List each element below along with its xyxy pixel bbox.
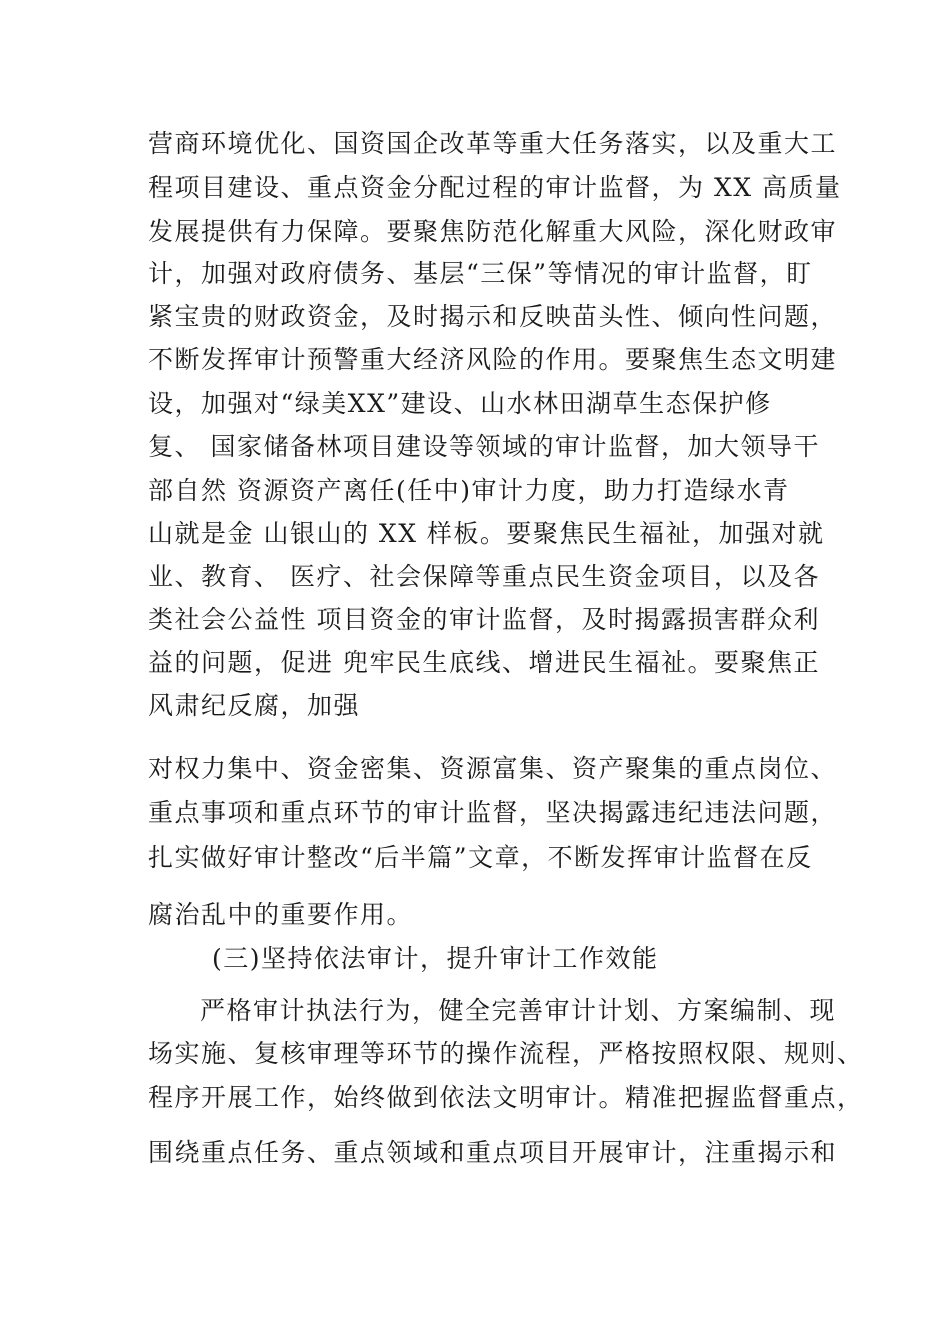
text-line: 腐治乱中的重要作用。	[148, 900, 414, 929]
text-line: 类社会公益性 项目资金的审计监督，及时揭露损害群众利	[148, 605, 820, 634]
text-line: 益的问题，促进 兜牢民生底线、增进民生福祉。要聚焦正	[148, 648, 820, 677]
text-line: 围绕重点任务、重点领域和重点项目开展审计，注重揭示和	[148, 1138, 838, 1167]
text-line: 场实施、复核审理等环节的操作流程，严格按照权限、规则、	[148, 1039, 864, 1068]
text-line: 计，加强对政府债务、基层“三保”等情况的审计监督，盯	[148, 259, 813, 288]
text-line: 对权力集中、资金密集、资源富集、资产聚集的重点岗位、	[148, 754, 838, 783]
text-line: 不断发挥审计预警重大经济风险的作用。要聚焦生态文明建	[148, 345, 838, 374]
text-line: 程序开展工作，始终做到依法文明审计。精准把握监督重点，	[148, 1083, 864, 1112]
section-heading: (三)坚持依法审计，提升审计工作效能	[212, 944, 659, 973]
text-line: 业、教育、 医疗、社会保障等重点民生资金项目，以及各	[148, 562, 820, 591]
text-line: 扎实做好审计整改“后半篇”文章，不断发挥审计监督在反	[148, 843, 813, 872]
text-line: 营商环境优化、国资国企改革等重大任务落实，以及重大工	[148, 129, 838, 158]
text-line: 程项目建设、重点资金分配过程的审计监督，为 XX 高质量	[148, 173, 842, 202]
text-line: 严格审计执法行为，健全完善审计计划、方案编制、现	[200, 996, 837, 1025]
text-line: 复、 国家储备林项目建设等领域的审计监督，加大领导干	[148, 432, 820, 461]
text-line: 风肃纪反腐，加强	[148, 691, 361, 720]
text-line: 重点事项和重点环节的审计监督，坚决揭露违纪违法问题，	[148, 798, 838, 827]
text-line: 山就是金 山银山的 XX 样板。要聚焦民生福祉，加强对就	[148, 519, 825, 548]
text-line: 紧宝贵的财政资金，及时揭示和反映苗头性、倾向性问题，	[148, 302, 838, 331]
text-line: 发展提供有力保障。要聚焦防范化解重大风险，深化财政审	[148, 217, 838, 246]
text-line: 设，加强对“绿美XX”建设、山水林田湖草生态保护修	[148, 389, 772, 418]
text-line: 部自然 资源资产离任(任中)审计力度，助力打造绿水青	[148, 476, 790, 505]
